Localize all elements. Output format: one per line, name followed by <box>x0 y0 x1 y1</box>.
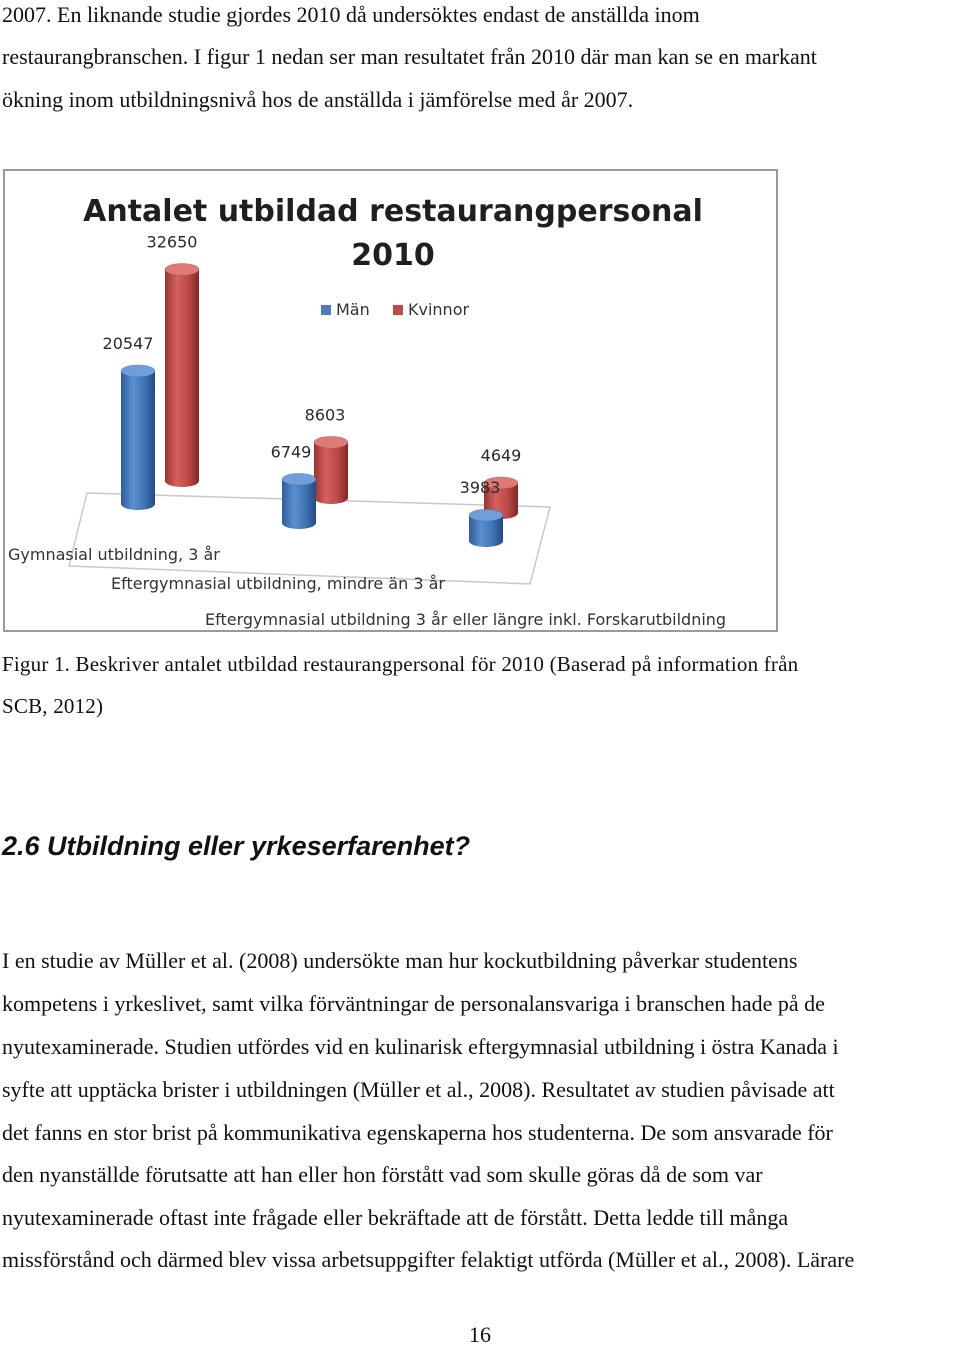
body-line: den nyanställde förutsatte att han eller hon förstått vad som skulle göras då de som var <box>2 1162 763 1187</box>
page-number: 16 <box>469 1322 491 1347</box>
intro-line: 2007. En liknande studie gjordes 2010 då undersöktes endast de anställda inom <box>2 2 700 27</box>
body-line: nyutexaminerade oftast inte frågade eller bekräftade att de förstått. Detta ledde till många <box>2 1205 789 1230</box>
bar-men-top <box>282 473 316 485</box>
figure-caption: SCB, 2012) <box>2 694 104 718</box>
category-label: Gymnasial utbildning, 3 år <box>8 545 220 564</box>
legend-label: Kvinnor <box>408 300 470 319</box>
body-line: det fanns en stor brist på kommunikativa egenskaperna hos studenterna. De som ansvarade för <box>2 1120 833 1145</box>
bar-women <box>314 442 348 504</box>
chart-title: Antalet utbildad restaurangpersonal <box>83 194 703 229</box>
legend-swatch <box>321 305 331 315</box>
legend-label: Män <box>336 300 370 319</box>
bar-men <box>121 371 155 510</box>
data-label: 20547 <box>102 333 154 353</box>
data-label: 32650 <box>146 232 198 252</box>
data-label: 3983 <box>459 478 501 498</box>
data-label: 4649 <box>480 445 522 465</box>
intro-line: ökning inom utbildningsnivå hos de anställda i jämförelse med år 2007. <box>2 87 634 112</box>
section-heading: 2.6 Utbildning eller yrkeserfarenhet? <box>2 831 471 861</box>
figure-chart <box>3 169 778 632</box>
bar-women-top <box>165 263 199 275</box>
chart-svg <box>5 171 780 634</box>
bar-men-top <box>121 365 155 377</box>
category-label: Eftergymnasial utbildning 3 år eller längre inkl. Forskarutbildning <box>205 610 727 629</box>
bar-women <box>165 269 199 487</box>
body-line: kompetens i yrkeslivet, samt vilka förväntningar de personalansvariga i branschen hade på de <box>2 991 825 1016</box>
bar-women-top <box>314 436 348 448</box>
category-label: Eftergymnasial utbildning, mindre än 3 år <box>111 574 445 593</box>
intro-line: restaurangbranschen. I figur 1 nedan ser man resultatet från 2010 där man kan se en markant <box>2 44 817 69</box>
bar-men-top <box>469 509 503 521</box>
bar-men <box>282 479 316 529</box>
legend-swatch <box>393 305 403 315</box>
body-line: syfte att upptäcka brister i utbildningen (Müller et al., 2008). Resultatet av studien påvisade att <box>2 1077 835 1102</box>
data-label: 8603 <box>304 405 346 425</box>
body-line: missförstånd och därmed blev vissa arbetsuppgifter felaktigt utförda (Müller et al., 2008). Lärare <box>2 1247 855 1272</box>
body-line: nyutexaminerade. Studien utfördes vid en kulinarisk eftergymnasial utbildning i östra Kanada i <box>2 1034 839 1059</box>
figure-caption: Figur 1. Beskriver antalet utbildad restaurangpersonal för 2010 (Baserad på information från <box>2 652 799 676</box>
data-label: 6749 <box>270 442 312 462</box>
body-line: I en studie av Müller et al. (2008) undersökte man hur kockutbildning påverkar studentens <box>2 948 798 973</box>
chart-title: 2010 <box>351 238 435 273</box>
